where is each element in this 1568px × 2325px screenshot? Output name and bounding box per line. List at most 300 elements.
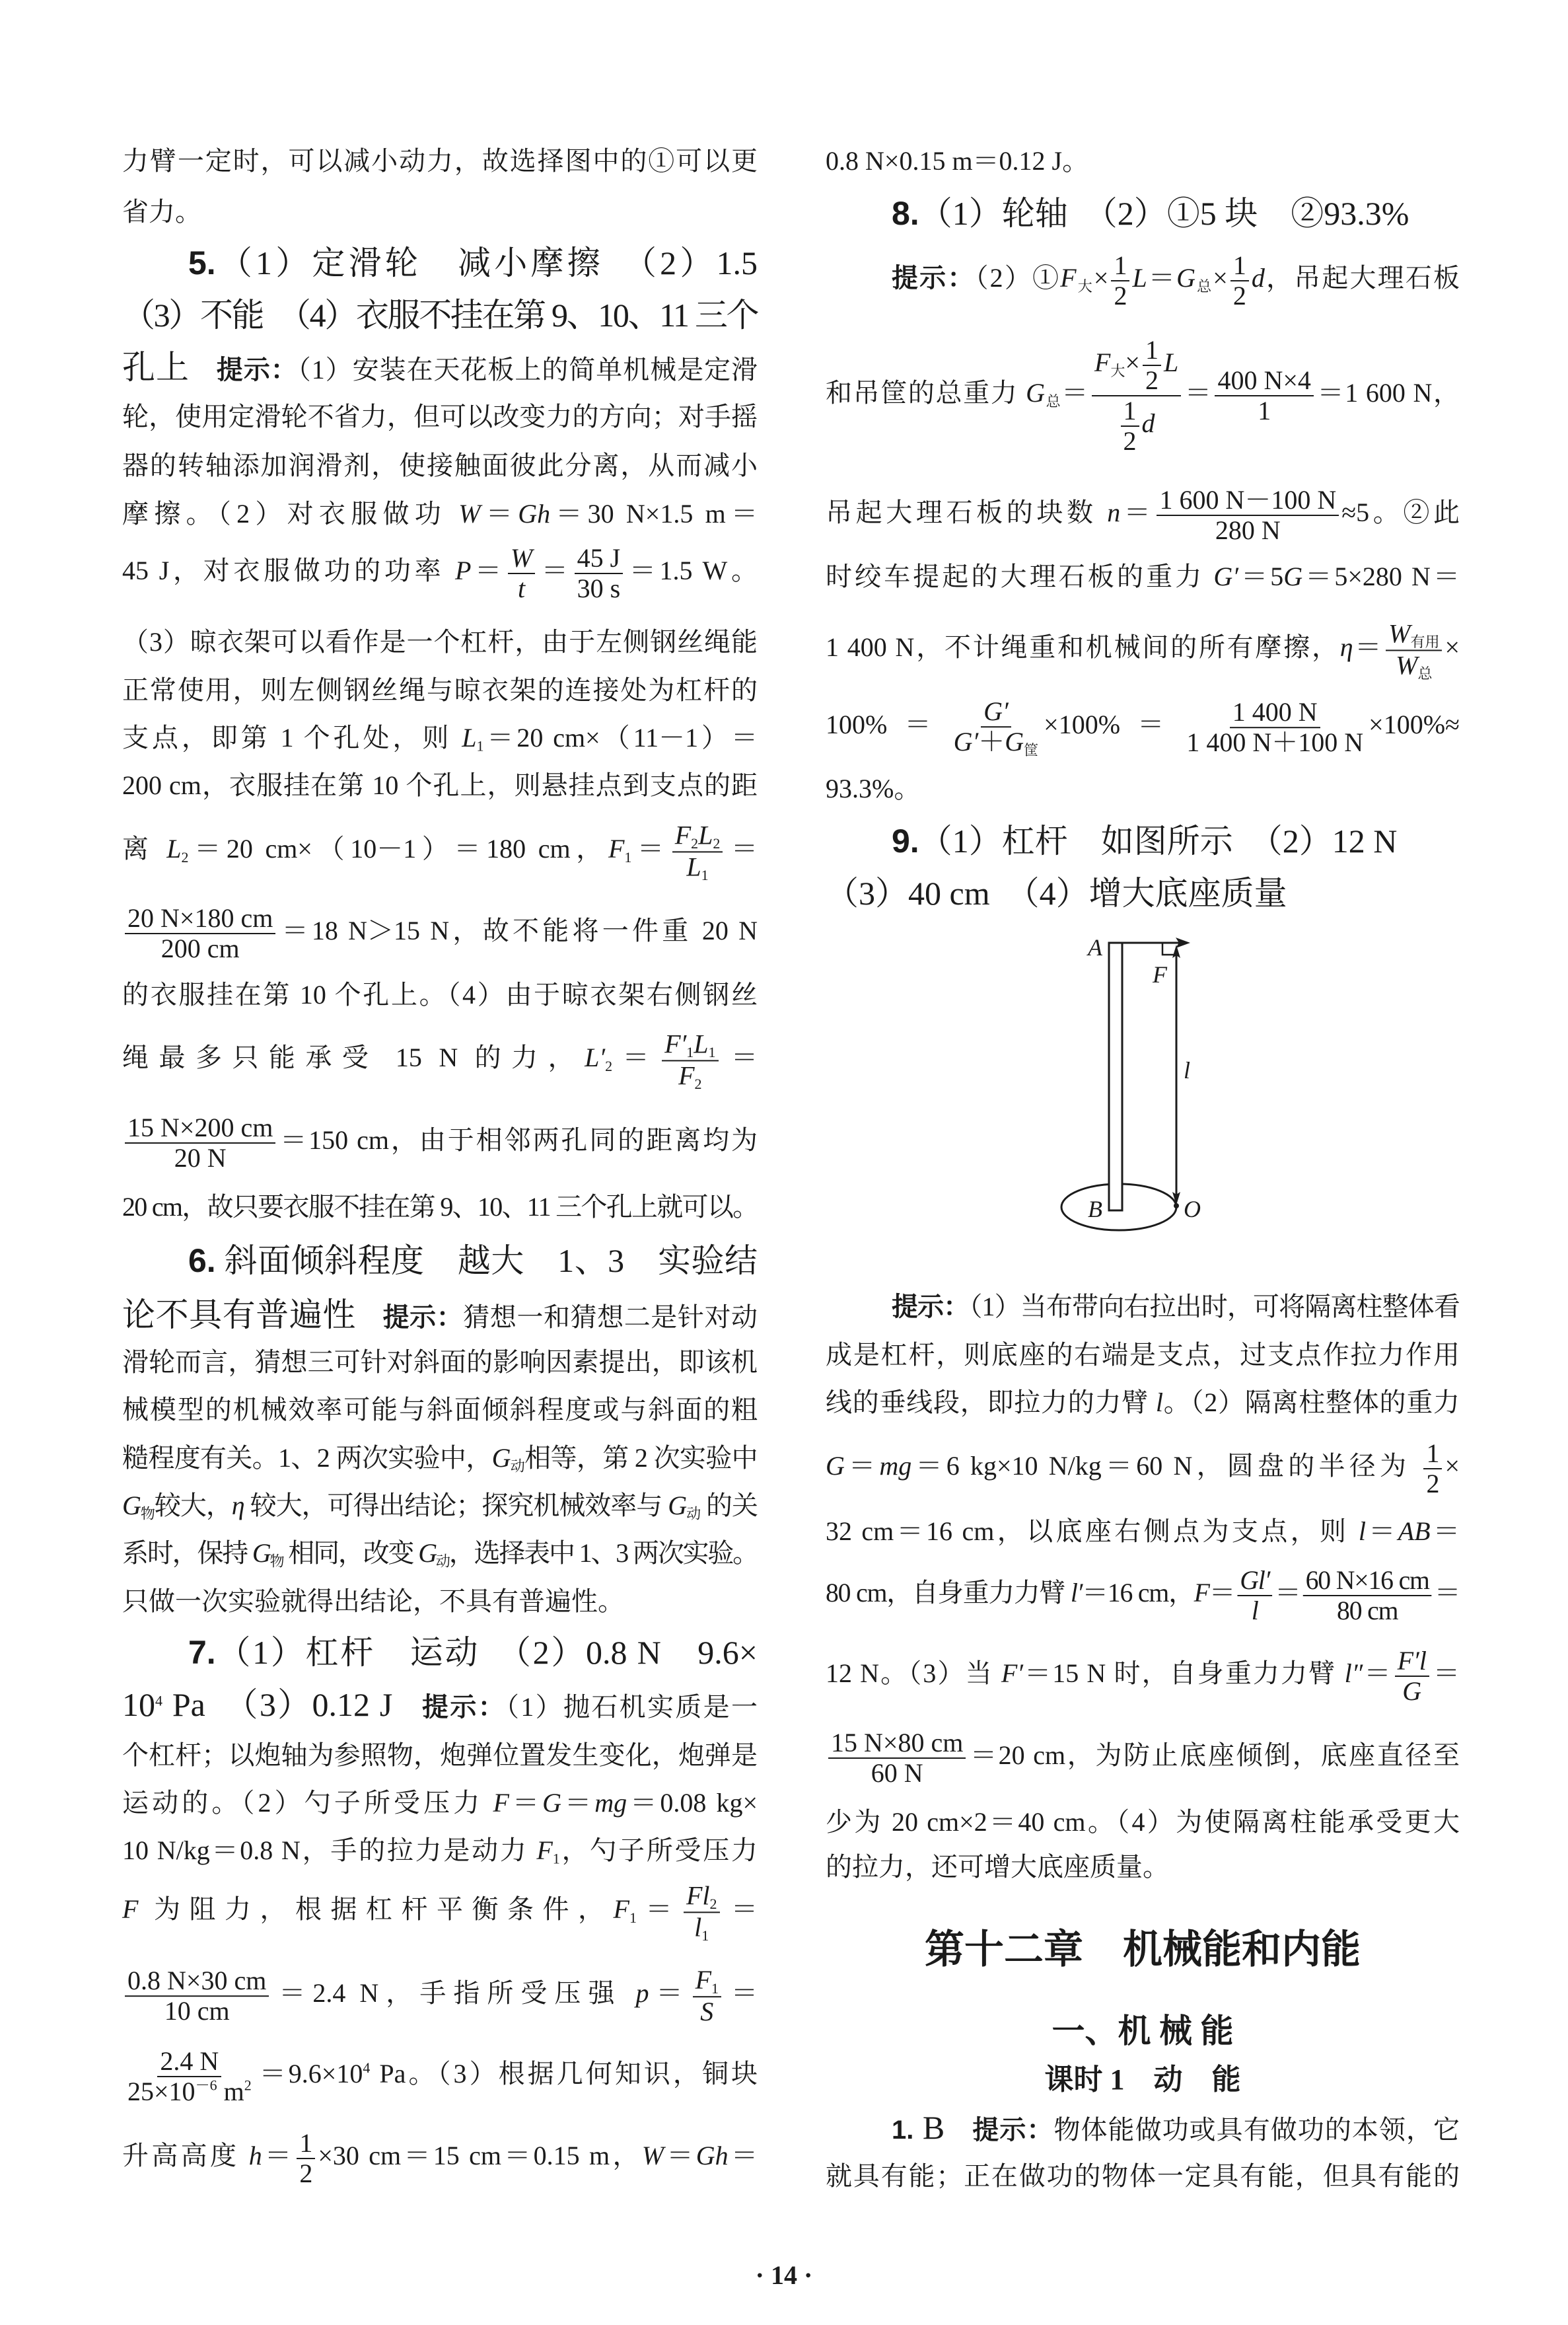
text-run: 糙程度有关。1、2 两次实验中， [122, 1443, 492, 1473]
text-run: 省力。 [122, 197, 201, 227]
text-run: 就具有能；正在做功的物体一定具有能，但具有能的 [826, 2161, 1460, 2191]
text-run: 成是杠杆，则底座的右端是支点，过支点作拉力作用 [826, 1340, 1460, 1370]
text-run: 93.3%。 [826, 774, 921, 803]
numerator [297, 2129, 315, 2159]
numerator [693, 1966, 721, 1997]
text-line [122, 769, 758, 802]
text-run: × [1093, 263, 1109, 293]
math-symbol: d [1251, 263, 1265, 293]
numerator [1386, 619, 1442, 651]
text-run: 猜想一和猜想二是针对动 [463, 1302, 758, 1332]
fraction [125, 904, 275, 963]
math-symbol: G′ [1213, 562, 1239, 591]
text-run [356, 1302, 383, 1332]
text-line [826, 1565, 1460, 1625]
pivot-point [1174, 1203, 1179, 1208]
text-run: 力臂一定时，可以减小动力，故选择图中的①可以更 [122, 146, 758, 176]
text-run: ＝ [722, 1894, 758, 1925]
fraction [1157, 486, 1339, 545]
answer-text: 10 [122, 1685, 155, 1723]
math-symbol: t [517, 573, 526, 603]
math-symbol: mg [879, 1451, 912, 1481]
denominator [1400, 1677, 1424, 1706]
text-run: ＝ [1365, 1516, 1398, 1546]
math-symbol: F′ [1001, 1658, 1024, 1689]
text-run: ，吊起大理石板 [1264, 263, 1460, 293]
text-run: ＝ [725, 834, 758, 864]
math-symbol: G [1402, 1676, 1422, 1706]
bold-label: 提示： [892, 264, 976, 293]
denominator [515, 574, 528, 603]
bold-label: 提示： [972, 2115, 1054, 2145]
math-symbol: L [698, 820, 713, 850]
text-run: ＝16 cm， [1082, 1578, 1194, 1608]
text-run: 20 cm，故只要衣服不挂在第 9、10、11 三个孔上就可以。 [122, 1192, 758, 1222]
text-run: ＝ [728, 2141, 758, 2171]
subscript: 物 [140, 1505, 155, 1522]
numerator [1143, 336, 1161, 366]
text-line [826, 1386, 1460, 1419]
text-line [122, 674, 758, 707]
text-run: 物体能做功或具有做功的本领，它 [1053, 2114, 1460, 2145]
section-title: 一、机 械 能 [1051, 2012, 1234, 2049]
text-run: ＝ [1061, 378, 1089, 408]
denominator [125, 2077, 254, 2106]
math-symbol: l [1358, 1516, 1366, 1546]
text-run: ＝ [1430, 1516, 1460, 1546]
text-run: 的衣服挂在第 10 个孔上。（4）由于晾衣架右侧钢丝 [122, 980, 758, 1010]
text-run: ，勺子所受压力 [559, 1835, 758, 1865]
math-symbol: Gh [518, 499, 551, 529]
math-symbol: L [686, 852, 701, 881]
text-line [826, 1806, 1460, 1839]
math-symbol: l″ [1344, 1658, 1363, 1689]
bold-label: 1. [892, 2115, 914, 2145]
text-run: ＝ [636, 1894, 681, 1925]
text-run: × [1125, 348, 1140, 378]
numerator [1111, 251, 1129, 281]
math-symbol: Gl′ [1240, 1565, 1270, 1595]
text-run: 25×10 [127, 2077, 196, 2106]
answer-text: 孔上 [122, 348, 190, 386]
text-run: 1 400 N＋100 N [1186, 727, 1364, 757]
math-symbol: F [678, 1060, 695, 1090]
text-line [122, 196, 758, 229]
bold-label: 提示： [382, 1302, 464, 1332]
text-run: ＝ [561, 1788, 595, 1818]
denominator [951, 727, 1042, 758]
fraction [1230, 251, 1249, 311]
subscript: 大 [1110, 362, 1125, 379]
subscript: 1 [552, 1850, 560, 1867]
math-symbol: AB [1398, 1516, 1431, 1546]
text-run: 1 [1145, 335, 1158, 365]
text-run: ＝ [1147, 263, 1177, 293]
text-run: ＝ [724, 1978, 758, 2009]
math-symbol: Gh [695, 2141, 729, 2171]
fraction [125, 2047, 254, 2106]
text-run: 个杠杆；以炮轴为参照物，炮弹位置发生变化，炮弹是 [122, 1740, 758, 1770]
text-line [188, 1240, 758, 1282]
numerator [1215, 366, 1313, 396]
text-run: ＝ [480, 499, 518, 529]
label-a: A [1088, 934, 1102, 961]
fraction [1215, 366, 1313, 425]
text-run: 支点，即第 1 个孔处，则 [122, 723, 462, 753]
fraction [1111, 251, 1129, 311]
math-symbol: G [418, 1538, 436, 1568]
text-run: ＝ [1275, 1578, 1301, 1608]
superscript: 2 [244, 2077, 252, 2094]
text-line [122, 904, 758, 963]
text-run: 45 J [577, 543, 621, 573]
text-run: （1）定滑轮 减小摩擦 （2）1.5 [215, 244, 758, 281]
denominator [1111, 281, 1129, 311]
math-symbol: F [613, 1894, 629, 1925]
text-run: 少为 20 cm×2＝40 cm。（4）为使隔离柱能承受更大 [826, 1807, 1460, 1837]
text-run: 12 N。（3）当 [826, 1658, 1001, 1689]
text-run: 1 600 N－100 N [1159, 485, 1337, 515]
numerator [125, 1966, 269, 1997]
text-run: 摩擦。（2）对衣服做功 [122, 499, 459, 529]
text-run: ＝ [262, 2141, 295, 2171]
math-symbol: l′ [1070, 1578, 1083, 1608]
text-run: ＝30 N×1.5 m＝ [550, 499, 758, 529]
numerator [508, 544, 535, 574]
text-run: ＝20 cm×（11－1）＝ [483, 723, 758, 753]
text-line [122, 1684, 758, 1726]
subscript: 2 [181, 848, 189, 866]
text-run: ×30 cm＝15 cm＝0.15 m， [318, 2141, 642, 2171]
text-run: 较大，可得出结论；探究机械效率与 [244, 1491, 668, 1520]
text-run: 1 [1123, 396, 1137, 425]
text-line [122, 1029, 758, 1091]
text-run: ＝ [538, 556, 572, 586]
subscript: 2 [694, 1075, 702, 1092]
text-run: （1）杠杆 运动 （2）0.8 N 9.6× [215, 1633, 758, 1671]
text-run: ＝1 600 N， [1316, 378, 1460, 408]
math-symbol: l [694, 1912, 702, 1942]
denominator [1213, 516, 1283, 545]
math-symbol: F [1194, 1578, 1209, 1608]
math-symbol: L′ [585, 1043, 606, 1073]
text-line [826, 336, 1460, 456]
text-run: 1 [1426, 1438, 1440, 1468]
text-run: Pa。（3）根据几何知识，铜块 [370, 2059, 758, 2089]
fraction [828, 1728, 966, 1788]
math-symbol: G [1005, 727, 1024, 757]
post-body [1109, 943, 1122, 1210]
text-run: ≈5。②此 [1341, 498, 1460, 528]
math-symbol: l [1251, 1596, 1258, 1625]
denominator [297, 2159, 315, 2188]
subscript: 动 [435, 1553, 449, 1570]
math-symbol: Fl [686, 1880, 710, 1911]
math-symbol: d [1141, 408, 1155, 439]
denominator [1334, 1596, 1400, 1625]
bold-label: 5. [188, 244, 216, 281]
text-run: 斜面倾斜程度 越大 1、3 实验结 [215, 1241, 758, 1279]
fraction [1423, 1439, 1442, 1498]
text-line [892, 251, 1460, 311]
text-run: ＝ [1363, 1658, 1392, 1689]
text-line [892, 2107, 1460, 2149]
denominator [1143, 366, 1161, 395]
page-number: · 14 · [755, 2260, 813, 2290]
math-symbol: W [641, 2141, 664, 2171]
fraction [508, 544, 535, 603]
text-run: （1）安装在天花板上的简单机械是定滑 [297, 354, 758, 385]
fraction [125, 1113, 275, 1173]
text-run: 100%＝ [826, 710, 948, 740]
text-run: 200 cm [160, 934, 240, 963]
numerator [157, 2047, 221, 2077]
math-symbol: F [1094, 348, 1111, 378]
subscript: 2 [713, 835, 721, 852]
math-symbol: P [455, 556, 472, 586]
text-run [190, 355, 217, 385]
text-run: 200 cm，衣服挂在第 10 个孔上，则悬挂点到支点的距 [122, 770, 758, 800]
math-symbol: l [1155, 1387, 1163, 1417]
math-symbol: L [462, 723, 477, 753]
text-line [122, 821, 758, 882]
text-run: 系时，保持 [122, 1538, 252, 1568]
text-run: 15 N×200 cm [127, 1113, 273, 1142]
text-run: 只做一次实验就得出结论，不具有普遍性。 [122, 1586, 624, 1616]
fraction [1184, 698, 1366, 757]
superscript: －6 [195, 2077, 217, 2094]
text-run: ＝150 cm，由于相邻两孔同的距离均为 [278, 1125, 758, 1156]
denominator [1255, 396, 1273, 425]
text-line [122, 1585, 758, 1618]
math-symbol: G [491, 1443, 511, 1473]
subscript: 2 [709, 1896, 717, 1912]
answer-text: B [913, 2108, 945, 2146]
numerator [662, 1029, 718, 1061]
fraction [1386, 619, 1442, 681]
numerator [575, 544, 624, 574]
text-line [826, 772, 1460, 805]
label-f: F [1153, 961, 1167, 988]
denominator [575, 574, 624, 603]
text-run: ＝ [1184, 378, 1213, 408]
text-run: （2）① [975, 263, 1061, 293]
math-symbol: G [122, 1491, 141, 1520]
text-line [122, 1881, 758, 1942]
math-symbol: h [248, 2141, 262, 2171]
text-line [826, 1728, 1460, 1788]
math-symbol: η [1339, 632, 1353, 663]
text-run: 1 [1258, 396, 1271, 425]
text-run: 0.8 N×30 cm [127, 1966, 267, 1995]
math-symbol: p [635, 1978, 649, 2009]
numerator [125, 1113, 275, 1144]
text-line [122, 1537, 758, 1570]
text-run: ＝0.08 kg× [627, 1788, 758, 1818]
fraction [125, 1966, 269, 2026]
math-symbol: F [536, 1835, 553, 1865]
subscript: 1 [701, 1927, 709, 1944]
text-line [122, 1739, 758, 1772]
numerator [1092, 336, 1181, 396]
text-run: 较大， [154, 1491, 232, 1520]
bold-label: 9. [892, 822, 919, 860]
bold-label: 提示： [216, 355, 298, 385]
text-run: × [1213, 263, 1228, 293]
text-run: 运动的。（2）勺子所受压力 [122, 1788, 493, 1818]
text-line [188, 1632, 758, 1674]
denominator [1116, 396, 1158, 456]
text-run: 器的转轴添加润滑剂，使接触面彼此分离，从而减小 [122, 451, 758, 480]
numerator [981, 697, 1011, 727]
text-run: 的关 [700, 1491, 758, 1520]
text-run: ＝1.5 W。 [625, 556, 758, 586]
answer-text: Pa （3）0.12 J [162, 1685, 393, 1723]
text-run: 2.4 N [160, 2046, 219, 2076]
subscript: 1 [629, 1909, 637, 1926]
numerator [1423, 1439, 1442, 1469]
text-run: ＝ [1431, 1658, 1460, 1689]
fraction [684, 1881, 720, 1942]
text-run: 轮，使用定滑轮不省力，但可以改变力的方向；对手摇 [122, 402, 758, 431]
text-run: 为阻力，根据杠杆平衡条件， [138, 1894, 614, 1925]
text-run: （3）晾衣架可以看作是一个杠杆，由于左侧钢丝绳能 [122, 627, 758, 657]
text-run: ，选择表中 1、3 两次实验。 [448, 1538, 758, 1568]
denominator [1423, 1469, 1442, 1498]
text-line [122, 626, 758, 659]
text-run: 15 N×80 cm [831, 1728, 964, 1757]
text-run: 。（2）隔离柱整体的重力 [1162, 1387, 1460, 1417]
text-line [122, 347, 758, 388]
text-line [826, 1851, 1460, 1884]
text-run: （1）抛石机实质是一 [506, 1691, 758, 1722]
text-line [122, 2047, 758, 2106]
text-run: ＝ [1353, 632, 1384, 663]
fraction [662, 1029, 718, 1091]
math-symbol: F′l [1397, 1646, 1427, 1676]
text-run: 1 [299, 2128, 313, 2158]
superscript: 4 [363, 2059, 371, 2076]
math-symbol: S [700, 1996, 714, 2026]
text-run: ＝5 [1238, 562, 1284, 591]
bold-label: 提示： [892, 1292, 970, 1321]
numerator [125, 904, 275, 934]
subscript: 总 [1195, 277, 1213, 295]
text-run: ＝ [664, 2141, 696, 2171]
text-line [826, 2160, 1460, 2193]
text-line [122, 544, 758, 603]
text-run: （1）轮轴 （2）①5 块 ②93.3% [919, 194, 1409, 232]
denominator [1393, 651, 1435, 681]
text-run: 30 s [577, 573, 621, 603]
fraction [575, 544, 624, 603]
fraction [1303, 1566, 1432, 1625]
text-line [892, 821, 1460, 862]
text-line [826, 145, 1460, 178]
denominator [1249, 1596, 1261, 1625]
text-line [826, 486, 1460, 545]
text-run: ＝18 N＞15 N，故不能将一件重 20 N [278, 916, 758, 946]
text-run: ＝ [1120, 498, 1155, 528]
math-symbol: L [1132, 263, 1147, 293]
text-run: ＝ [631, 834, 670, 864]
text-run: ＝ [1209, 1578, 1235, 1608]
text-run: 吊起大理石板的块数 [826, 498, 1108, 528]
text-run: ＝20 cm×（10－1）＝180 cm， [188, 834, 608, 864]
text-run: ＝5×280 N＝ [1302, 562, 1460, 591]
denominator [1121, 427, 1139, 456]
subscript: 物 [269, 1553, 283, 1570]
math-symbol: F [674, 820, 692, 850]
fraction [1143, 336, 1161, 395]
answer-text: 论不具有普遍性 [122, 1296, 356, 1333]
math-symbol: G [1176, 263, 1195, 293]
text-line [122, 1834, 758, 1867]
text-run: 0.8 N×0.15 m＝0.12 J。 [826, 146, 1089, 176]
text-line [122, 1346, 758, 1379]
text-run: 280 N [1215, 515, 1281, 545]
math-symbol: G [1283, 562, 1303, 591]
math-symbol: F [122, 1894, 139, 1925]
text-run: ＝ [721, 1043, 758, 1073]
bold-label: 提示： [421, 1692, 506, 1722]
math-symbol: G [542, 1788, 562, 1818]
text-run: 20 N [174, 1143, 227, 1173]
math-symbol: G [252, 1538, 270, 1568]
math-symbol: W [1388, 618, 1411, 649]
text-line [122, 1113, 758, 1173]
text-run: ＋ [978, 727, 1005, 757]
subscript: 1 [624, 848, 632, 866]
fraction [693, 1966, 721, 2026]
text-run: ＝ [844, 1451, 880, 1481]
numerator [1230, 698, 1320, 728]
math-symbol: W [458, 499, 481, 529]
bold-label: 6. [188, 1241, 216, 1279]
denominator [1230, 281, 1249, 311]
text-line [122, 498, 758, 531]
subscript: 2 [605, 1057, 613, 1074]
text-run: 2 [1426, 1469, 1440, 1498]
denominator [159, 934, 242, 963]
math-symbol: η [231, 1491, 244, 1520]
text-run: 相等，第 2 次实验中 [524, 1443, 758, 1473]
text-line [826, 560, 1460, 593]
text-run: ＝ [649, 1978, 690, 2009]
math-symbol: L [694, 1029, 709, 1059]
math-symbol: L [166, 834, 182, 864]
subscript: 1 [711, 1979, 719, 1997]
text-run: （1）当布带向右拉出时，可将隔离柱整体看 [969, 1292, 1460, 1321]
subscript: 1 [701, 866, 709, 883]
text-run: 滑轮而言，猜想三可针对斜面的影响因素提出，即该机 [122, 1347, 758, 1377]
text-run: 时绞车提起的大理石板的重力 [826, 562, 1214, 591]
numerator [684, 1881, 720, 1913]
denominator [162, 1997, 232, 2026]
text-run: 45 J，对衣服做功的功率 [122, 556, 455, 586]
text-run: ＝ [471, 556, 505, 586]
bold-label: 7. [188, 1633, 216, 1671]
text-run: 80 cm，自身重力力臂 [826, 1578, 1071, 1608]
text-line [122, 295, 758, 336]
numerator [1395, 1646, 1429, 1677]
numerator [828, 1728, 966, 1759]
text-run: 60 N×16 cm [1305, 1565, 1429, 1595]
subscript: 大 [1076, 277, 1094, 295]
denominator [676, 1061, 704, 1091]
text-run: 离 [122, 834, 167, 864]
text-line [826, 619, 1460, 681]
